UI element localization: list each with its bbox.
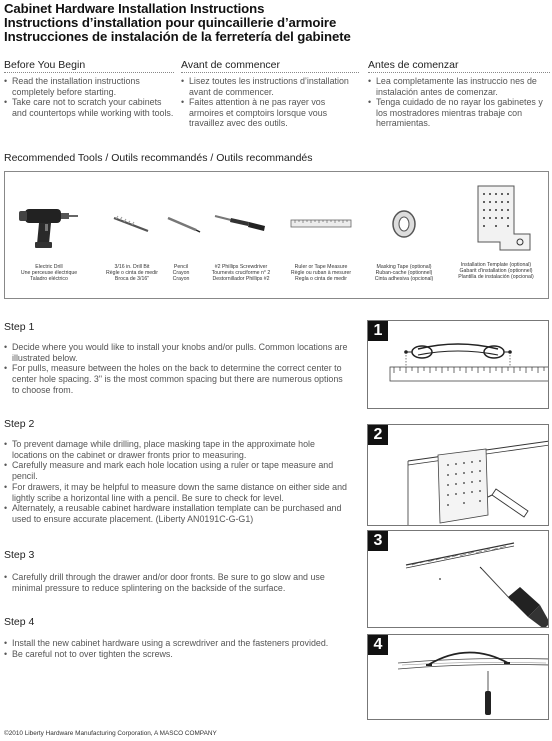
tool-label: Masking Tape (optional) [376,264,432,270]
before-column-fr [181,59,361,129]
before-bullet: • Take care not to scratch your cabinets and countertops while working with tools. [4,97,174,118]
tool-label: Destornillador Phillips #2 [212,276,270,282]
before-bullet: • Read the installation instructions completely before starting. [4,76,174,97]
tool-template [445,182,547,280]
divider [181,72,359,73]
before-column-es [368,59,550,129]
step-3-title: Step 3 [4,549,35,561]
tool-label: Ruler or Tape Measure [294,264,348,270]
template-icon [456,182,536,262]
tool-label: Cinta adhesiva (opcional) [374,276,434,282]
tool-label: #2 Phillips Screwdriver [214,264,268,270]
step-4-illustration [367,634,549,720]
tool-label: Electric Drill [35,264,63,270]
tool-label: Crayon [172,270,190,276]
drilling-icon [368,531,549,628]
footer-copyright: ©2010 Liberty Hardware Manufacturing Corporation, A MASCO COMPANY [4,730,217,737]
step-bullet: • Alternately, a reusable cabinet hardware installation template can be purchased and used to ensure accurate placement. (Liberty AN0191C-G-G1) [4,503,349,524]
pull-measure-icon [368,321,549,409]
before-bullet: • Lisez toutes les instructions d’installation avant de commencer. [181,76,361,97]
tool-label: Taladro eléctrico [30,276,68,282]
title-english: Cabinet Hardware Installation Instructions [4,1,265,16]
divider [4,72,174,73]
tool-label: Tournevis cruciforme n° 2 [211,270,271,276]
tool-screwdriver [201,200,281,282]
before-bullet: • Lea completamente las instruccio nes de instalación antes de comenzar. [368,76,550,97]
pencil-icon [156,200,206,250]
tool-label: Règle ou ruban à mesurer [290,270,352,276]
step-1-illustration [367,320,549,409]
screwdriver-icon [209,200,273,250]
step-3-list [4,572,349,593]
title-block [4,2,548,44]
step-4-title: Step 4 [4,616,35,628]
step-bullet: • Carefully measure and mark each hole location using a ruler or tape measure and pencil. [4,460,349,481]
step-bullet: • Be careful not to over tighten the screws. [4,649,349,660]
step-2-title: Step 2 [4,418,35,430]
step-bullet: • Carefully drill through the drawer and/or door fronts. Be sure to go slow and use minimal pressure to reduce splintering on the backside of the surface. [4,572,349,593]
before-bullet: • Tenga cuidado de no rayar los gabinetes y los mostradores mientras trabaje con herramientas. [368,97,550,129]
drill-icon [19,200,79,250]
tool-label: Plantilla de instalación (opcional) [458,274,534,280]
step-number-badge: 2 [368,425,388,445]
tape-roll-icon [379,200,429,250]
tool-drill [11,200,87,282]
step-3-illustration [367,530,549,628]
tool-label: Installation Template (optional) [460,262,532,268]
step-bullet: • For drawers, it may be helpful to measure down the same distance on either side and lightly scribe a horizontal line with a pencil. Be sure to check for level. [4,482,349,503]
tool-label: Pencil [173,264,189,270]
tool-ruler [283,200,359,282]
ruler-icon [289,200,353,250]
step-2-list [4,439,349,525]
before-column-en [4,59,174,118]
step-1-list [4,342,349,396]
step-bullet: • For pulls, measure between the holes on the back to determine the correct center to center hole spacing. 3" is the most common spacing but there are numerous options to choose from. [4,363,349,395]
install-pull-icon [368,635,549,720]
tool-label: Règle o cinta de medir [106,270,158,276]
tools-title: Recommended Tools / Outils recommandés / Outils recommandés [4,152,313,164]
step-bullet: • Decide where you would like to install your knobs and/or pulls. Common locations are illustrated below. [4,342,349,363]
step-1-title: Step 1 [4,321,35,333]
tools-box [4,171,549,299]
title-french: Instructions d’installation pour quincaillerie d’armoire [4,15,337,30]
tool-label: Gabarit d’installation (optionnel) [459,268,533,274]
tool-pencil [155,200,207,282]
step-bullet: • Install the new cabinet hardware using a screwdriver and the fasteners provided. [4,638,349,649]
step-number-badge: 4 [368,635,388,655]
step-2-illustration [367,424,549,526]
before-heading-es: Antes de comenzar [368,59,459,71]
step-number-badge: 1 [368,321,388,341]
tool-label: Une perceuse électrique [20,270,78,276]
drill-bit-icon [102,200,162,250]
title-spanish: Instrucciones de instalación de la ferretería del gabinete [4,29,351,44]
before-bullet: • Faites attention à ne pas rayer vos armoires et comptoirs lorsque vous travaillez avec des outils. [181,97,361,129]
divider [368,72,550,73]
tool-label: 3/16 in. Drill Bit [114,264,150,270]
tool-masking-tape [367,200,441,282]
step-number-badge: 3 [368,531,388,551]
step-bullet: • To prevent damage while drilling, place masking tape in the approximate hole locations on the cabinet or drawer fronts prior to measuring. [4,439,349,460]
template-drawer-icon [368,425,549,526]
tool-label: Crayon [172,276,190,282]
before-you-begin-section [4,59,550,139]
step-4-list [4,638,349,659]
before-heading-fr: Avant de commencer [181,59,281,71]
before-heading-en: Before You Begin [4,59,86,71]
tool-label: Regla o cinta de medir [295,276,347,282]
tool-label: Ruban-cache (optionnel) [375,270,433,276]
tool-label: Broca de 3/16" [114,276,150,282]
